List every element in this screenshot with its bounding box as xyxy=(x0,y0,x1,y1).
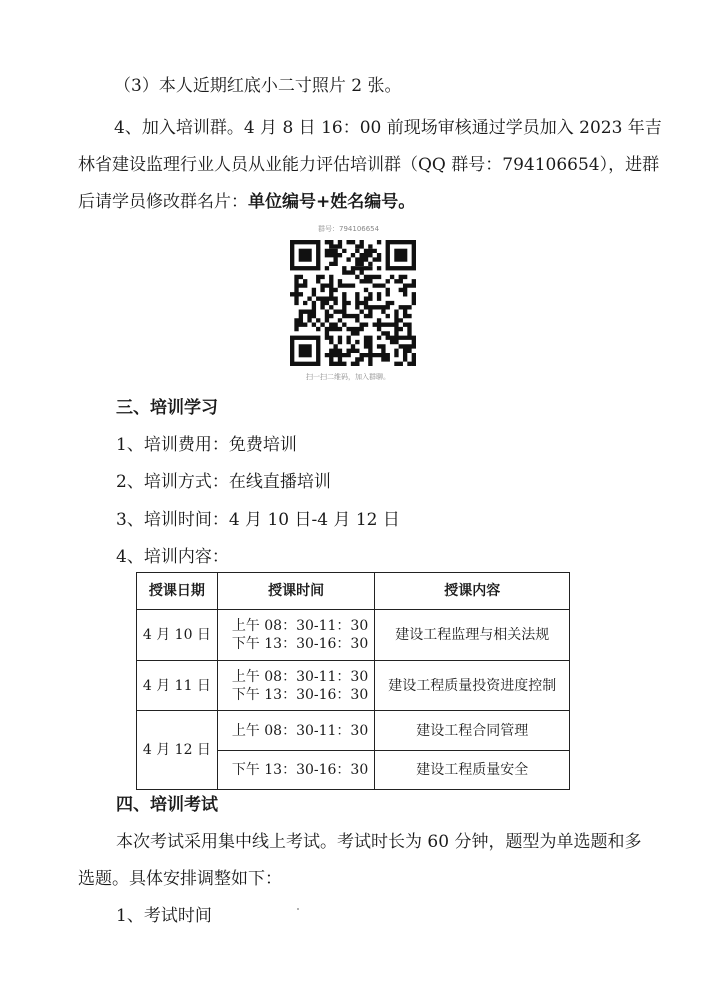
row-date: 4 月 12 日 xyxy=(137,711,218,790)
training-time: 3、培训时间：4 月 10 日-4 月 12 日 xyxy=(116,510,400,530)
row-content-am: 建设工程合同管理 xyxy=(375,711,570,751)
table-row xyxy=(137,711,570,751)
exam-description-line1: 本次考试采用集中线上考试。考试时长为 60 分钟，题型为单选题和多 xyxy=(116,832,642,852)
row-content-pm: 建设工程质量安全 xyxy=(375,751,570,790)
row-content: 建设工程质量投资进度控制 xyxy=(375,661,570,711)
row-content: 建设工程监理与相关法规 xyxy=(375,610,570,661)
header-time: 授课时间 xyxy=(217,573,375,610)
training-method: 2、培训方式：在线直播培训 xyxy=(116,472,331,492)
row-time-pm: 下午 13：30-16：30 xyxy=(217,751,375,790)
table-header-row xyxy=(137,573,570,610)
row-time xyxy=(217,661,375,711)
header-date: 授课日期 xyxy=(137,573,218,610)
time-pm: 下午 13：30-16：30 xyxy=(231,686,369,703)
time-pm: 下午 13：30-16：30 xyxy=(231,636,369,652)
paragraph-join-group-line2: 林省建设监理行业人员从业能力评估培训群（QQ 群号：794106654），进群 xyxy=(78,155,660,175)
qr-scan-caption: 扫一扫二维码，加入群聊。 xyxy=(306,373,390,381)
training-content-label: 4、培训内容： xyxy=(116,547,229,567)
schedule-table xyxy=(136,572,570,790)
group-card-instruction: 后请学员修改群名片： xyxy=(78,192,248,212)
time-am: 上午 08：30-11：30 xyxy=(231,668,369,685)
row-date: 4 月 10 日 xyxy=(137,610,218,661)
scan-speck xyxy=(297,908,299,910)
exam-description-line2: 选题。具体安排调整如下： xyxy=(78,869,282,889)
exam-time-item: 1、考试时间 xyxy=(116,906,212,926)
time-am: 上午 08：30-11：30 xyxy=(231,618,369,634)
header-content: 授课内容 xyxy=(375,573,570,610)
row-time xyxy=(217,610,375,661)
qr-group-number: 群号：794106654 xyxy=(318,225,380,233)
table-row xyxy=(137,610,570,661)
row-time-am: 上午 08：30-11：30 xyxy=(217,711,375,751)
table-row xyxy=(137,661,570,711)
paragraph-join-group-line1: 4、加入培训群。4 月 8 日 16：00 前现场审核通过学员加入 2023 年吉 xyxy=(114,118,662,138)
paragraph-photo-requirement: （3）本人近期红底小二寸照片 2 张。 xyxy=(114,76,402,96)
group-card-format: 单位编号+姓名编号。 xyxy=(248,192,416,212)
paragraph-join-group-line3 xyxy=(78,190,415,214)
row-date: 4 月 11 日 xyxy=(137,661,218,711)
training-fee: 1、培训费用：免费培训 xyxy=(116,435,297,455)
section3-heading: 三、培训学习 xyxy=(116,398,218,418)
qr-code-image xyxy=(290,240,416,366)
section4-heading: 四、培训考试 xyxy=(116,795,218,815)
